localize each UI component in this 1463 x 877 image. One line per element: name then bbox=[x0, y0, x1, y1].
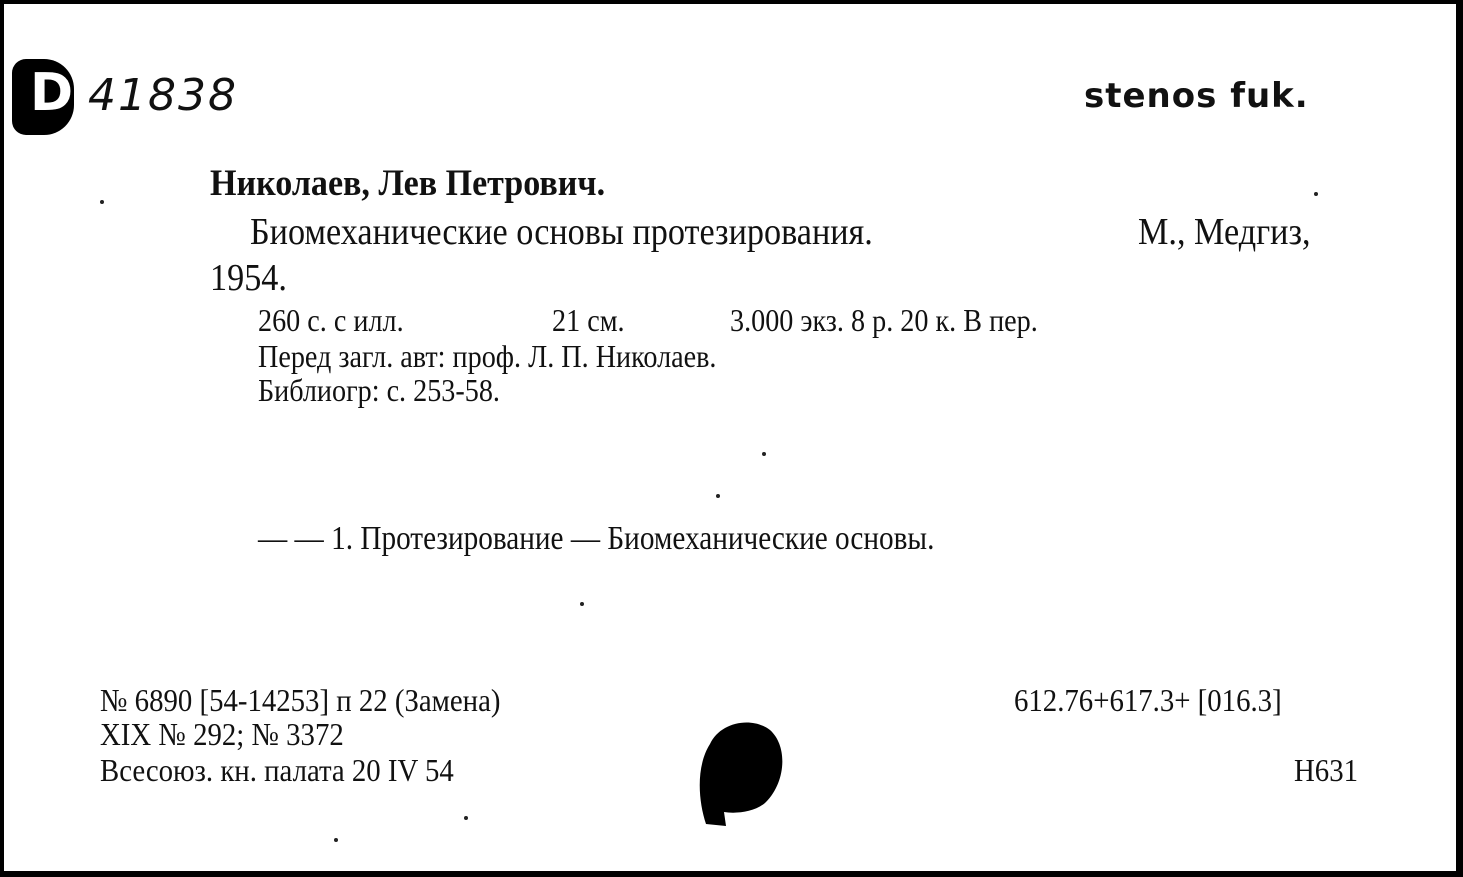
speck bbox=[716, 494, 720, 498]
physical-desc-print: 3.000 экз. 8 р. 20 к. В пер. bbox=[730, 302, 1038, 338]
stamp-letter: D bbox=[30, 63, 74, 123]
card-paper bbox=[4, 4, 1456, 871]
subject-heading: — — 1. Протезирование — Биомеханические основы. bbox=[258, 520, 935, 557]
punch-hole bbox=[690, 716, 790, 832]
speck bbox=[334, 838, 338, 842]
speck bbox=[100, 200, 104, 204]
registry-line-1: № 6890 [54-14253] п 22 (Замена) bbox=[100, 682, 501, 718]
bibliography-note: Библиогр: с. 253-58. bbox=[258, 372, 500, 408]
speck bbox=[762, 452, 766, 456]
classification-code: 612.76+617.3+ [016.3] bbox=[1014, 682, 1282, 718]
author-heading: Николаев, Лев Петрович. bbox=[210, 163, 606, 204]
registry-line-3: Всесоюз. кн. палата 20 IV 54 bbox=[100, 752, 454, 788]
top-right-stamp: stenos fuk. bbox=[1084, 76, 1309, 116]
shelf-code: Н631 bbox=[1294, 752, 1358, 788]
registry-line-2: XIX № 292; № 3372 bbox=[100, 716, 344, 752]
physical-desc-pages: 260 с. с илл. bbox=[258, 302, 404, 338]
speck bbox=[580, 602, 584, 606]
year: 1954. bbox=[210, 257, 287, 299]
author-note: Перед загл. авт: проф. Л. П. Николаев. bbox=[258, 338, 717, 374]
speck bbox=[1314, 192, 1318, 196]
d-stamp bbox=[12, 59, 74, 135]
publisher: М., Медгиз, bbox=[1138, 211, 1311, 253]
title-line: Биомеханические основы протезирования. bbox=[250, 211, 873, 253]
physical-desc-size: 21 см. bbox=[552, 302, 625, 338]
speck bbox=[464, 816, 468, 820]
handwritten-number: 41838 bbox=[88, 70, 238, 121]
